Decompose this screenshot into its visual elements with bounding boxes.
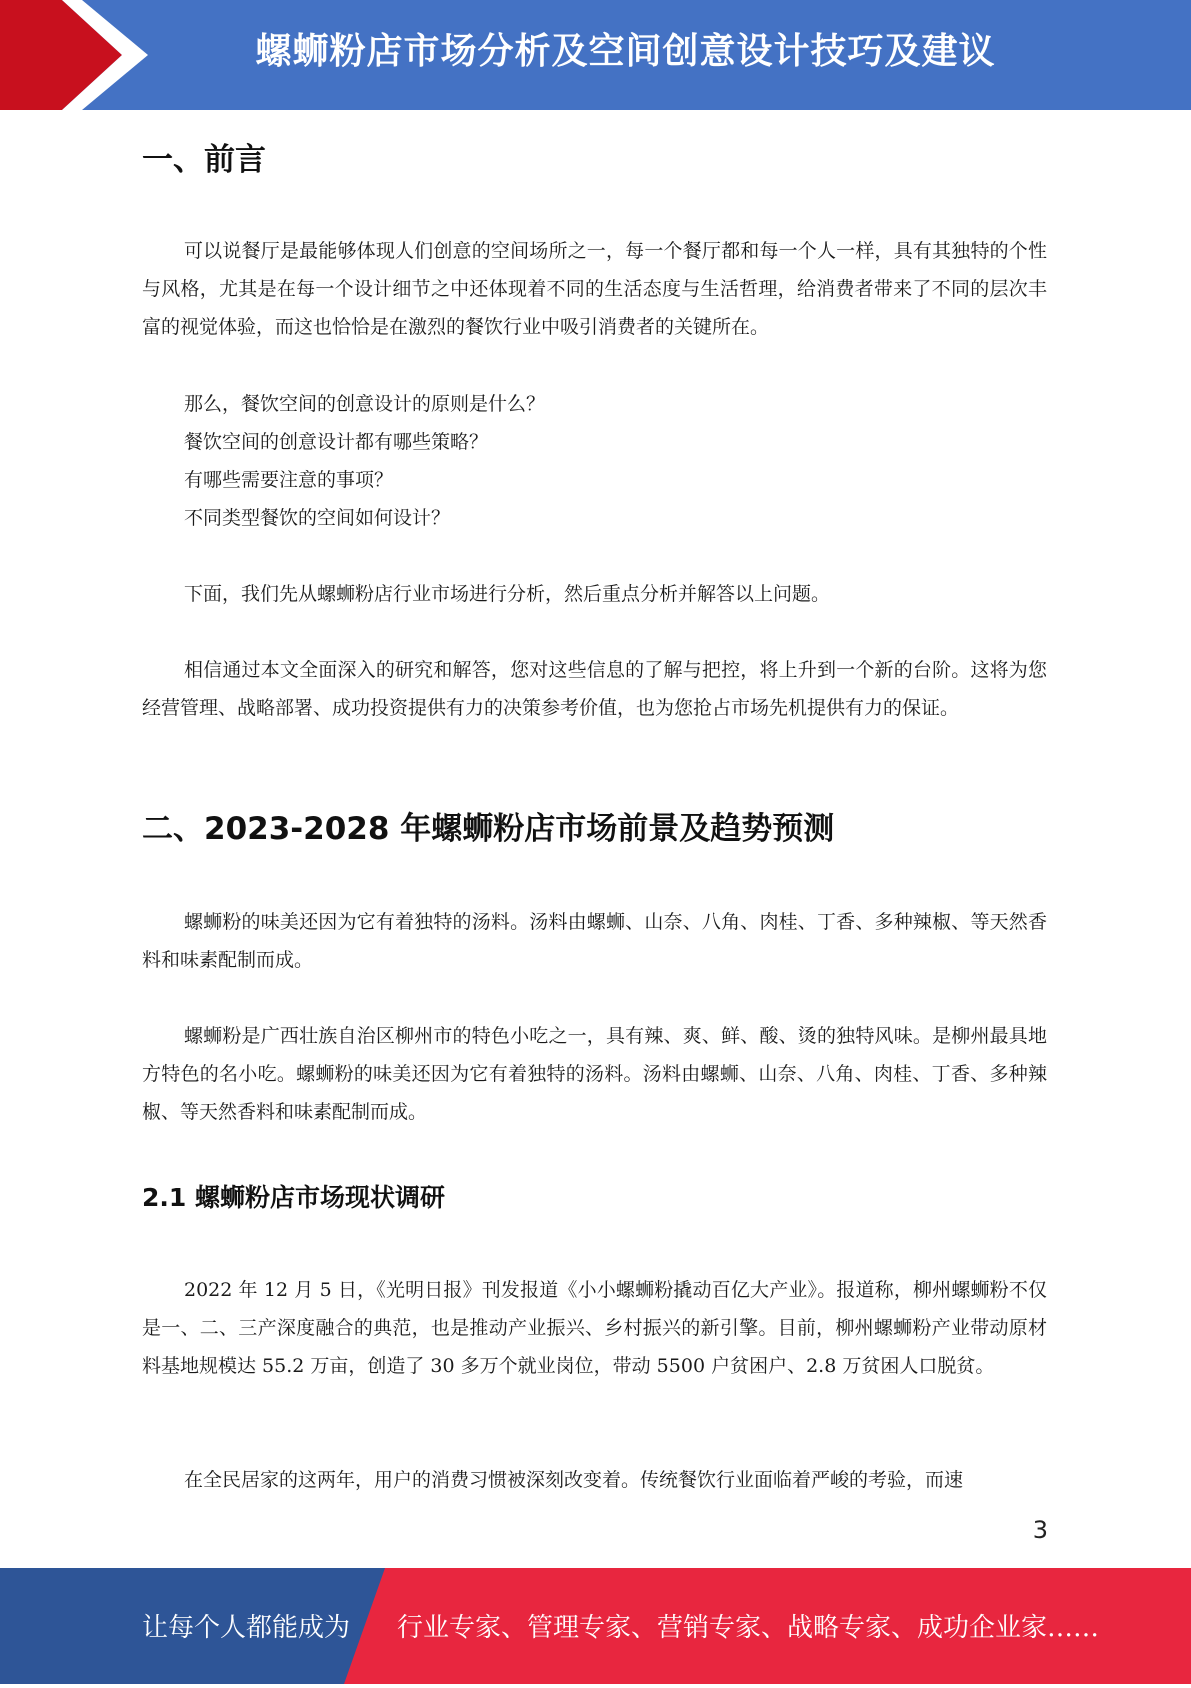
question-item: 有哪些需要注意的事项？ <box>184 469 394 491</box>
section-heading-forecast: 二、2023-2028 年螺蛳粉店市场前景及趋势预测 <box>142 811 835 847</box>
paragraph: 下面，我们先从螺蛳粉店行业市场进行分析，然后重点分析并解答以上问题。 <box>184 583 831 605</box>
page-header <box>0 0 1191 110</box>
footer-slogan-left: 让每个人都能成为 <box>142 1613 351 1643</box>
header-arrow-decoration <box>0 0 150 110</box>
footer-slogan-right: 行业专家、管理专家、营销专家、战略专家、成功企业家…… <box>397 1613 1100 1643</box>
question-item: 不同类型餐饮的空间如何设计？ <box>184 507 451 529</box>
page-footer <box>0 1568 1191 1684</box>
paragraph: 可以说餐厅是最能够体现人们创意的空间场所之一，每一个餐厅都和每一个人一样，具有其独特的个性与风格，尤其是在每一个设计细节之中还体现着不同的生活态度与生活哲理，给消费者带来了不同的层次丰富的视觉体验，而这也恰恰是在激烈的餐饮行业中吸引消费者的关键所在。 <box>142 240 1047 338</box>
paragraph: 2022 年 12 月 5 日，《光明日报》刊发报道《小小螺蛳粉撬动百亿大产业》。报道称，柳州螺蛳粉不仅是一、二、三产深度融合的典范，也是推动产业振兴、乡村振兴的新引擎。目前，柳州螺蛳粉产业带动原材料基地规模达 55.2 万亩，创造了 30 多万个就业岗位，带动 5500 户贫困户、2.8 万贫困人口脱贫。 <box>142 1279 1047 1377</box>
paragraph: 螺蛳粉是广西壮族自治区柳州市的特色小吃之一，具有辣、爽、鲜、酸、烫的独特风味。是柳州最具地方特色的名小吃。螺蛳粉的味美还因为它有着独特的汤料。汤料由螺蛳、山奈、八角、肉桂、丁香、多种辣椒、等天然香料和味素配制而成。 <box>142 1025 1047 1123</box>
document-title: 螺蛳粉店市场分析及空间创意设计技巧及建议 <box>255 31 996 72</box>
paragraph: 相信通过本文全面深入的研究和解答，您对这些信息的了解与把控，将上升到一个新的台阶。这将为您经营管理、战略部署、成功投资提供有力的决策参考价值，也为您抢占市场先机提供有力的保证。 <box>142 659 1047 719</box>
page-number: 3 <box>1032 1516 1048 1544</box>
question-item: 餐饮空间的创意设计都有哪些策略？ <box>184 431 489 453</box>
question-item: 那么，餐饮空间的创意设计的原则是什么？ <box>184 393 546 415</box>
subsection-heading: 2.1 螺蛳粉店市场现状调研 <box>142 1183 445 1212</box>
paragraph: 螺蛳粉的味美还因为它有着独特的汤料。汤料由螺蛳、山奈、八角、肉桂、丁香、多种辣椒、等天然香料和味素配制而成。 <box>142 911 1047 971</box>
section-heading-preface: 一、前言 <box>142 142 266 178</box>
paragraph: 在全民居家的这两年，用户的消费习惯被深刻改变着。传统餐饮行业面临着严峻的考验，而速 <box>184 1469 964 1491</box>
